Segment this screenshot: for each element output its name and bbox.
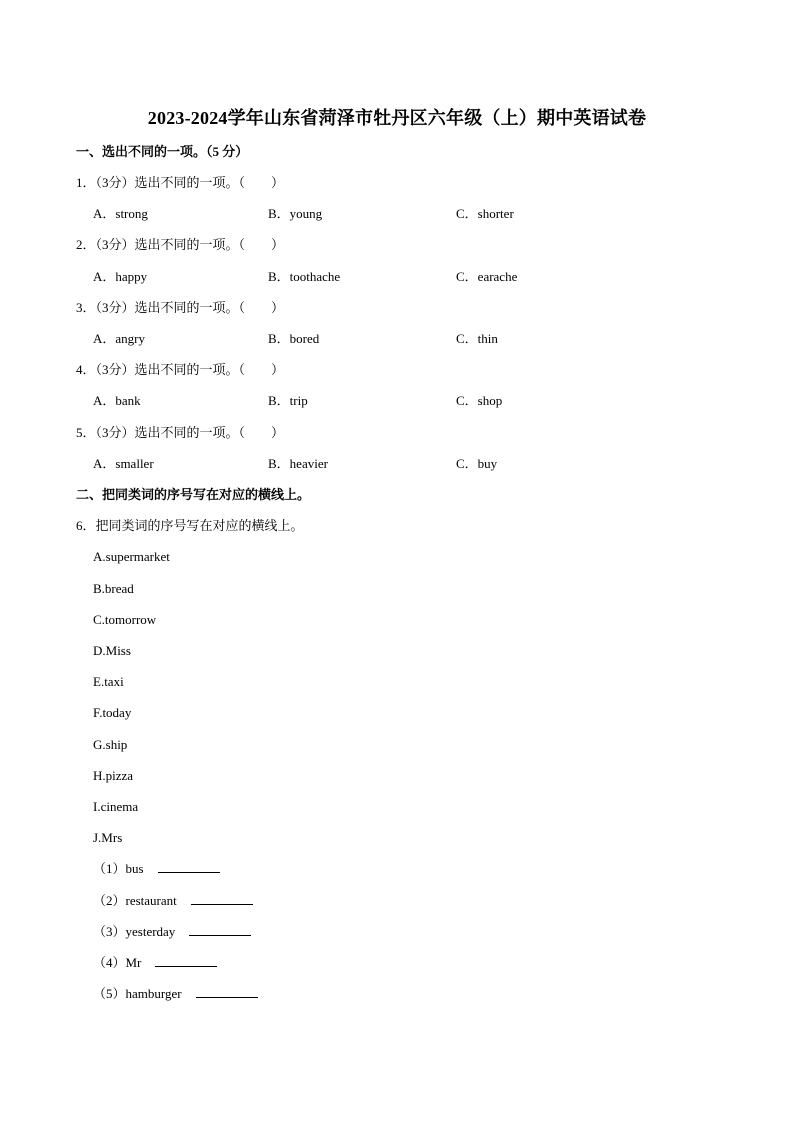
word-item: I.cinema	[93, 799, 139, 814]
question-1-option-a: A．strong	[93, 206, 148, 221]
question-3-option-a: A．angry	[93, 331, 145, 346]
blank-item-5	[93, 985, 258, 1003]
question-1-stem: 1．（3分）选出不同的一项。（ ）	[76, 175, 285, 190]
blank-label: （3）yesterday	[93, 924, 176, 939]
question-5-option-b: B．heavier	[268, 456, 328, 471]
word-item: A.supermarket	[93, 549, 170, 564]
word-item: B.bread	[93, 581, 134, 596]
word-item: J.Mrs	[93, 830, 123, 845]
word-item: G.ship	[93, 737, 128, 752]
blank-label: （5）hamburger	[93, 986, 182, 1001]
answer-blank[interactable]	[158, 860, 220, 873]
question-4-stem: 4．（3分）选出不同的一项。（ ）	[76, 362, 285, 377]
question-3-stem: 3．（3分）选出不同的一项。（ ）	[76, 300, 285, 315]
answer-blank[interactable]	[196, 985, 258, 998]
answer-blank[interactable]	[191, 892, 253, 905]
blank-item-1	[93, 860, 220, 878]
question-5-option-a: A．smaller	[93, 456, 154, 471]
blank-label: （4）Mr	[93, 955, 142, 970]
question-3-option-b: B．bored	[268, 331, 320, 346]
word-item: E.taxi	[93, 674, 124, 689]
question-4-option-b: B．trip	[268, 393, 308, 408]
question-5-stem: 5．（3分）选出不同的一项。（ ）	[76, 425, 285, 440]
section-1-heading: 一、选出不同的一项。（5 分）	[76, 144, 249, 159]
question-2-option-c: C．earache	[456, 269, 518, 284]
blank-label: （2）restaurant	[93, 893, 177, 908]
question-1-option-c: C．shorter	[456, 206, 514, 221]
blank-label: （1）bus	[93, 861, 144, 876]
blank-item-2	[93, 892, 253, 910]
blank-item-4	[93, 954, 217, 972]
question-6-stem: 6．把同类词的序号写在对应的横线上。	[76, 518, 304, 533]
question-2-option-a: A．happy	[93, 269, 148, 284]
question-4-option-c: C．shop	[456, 393, 503, 408]
question-1-option-b: B．young	[268, 206, 323, 221]
word-item: C.tomorrow	[93, 612, 157, 627]
word-item: D.Miss	[93, 643, 131, 658]
answer-blank[interactable]	[155, 954, 217, 967]
word-item: F.today	[93, 705, 132, 720]
question-2-stem: 2．（3分）选出不同的一项。（ ）	[76, 237, 285, 252]
page-title: 2023-2024学年山东省菏泽市牡丹区六年级（上）期中英语试卷	[147, 108, 647, 128]
question-5-option-c: C．buy	[456, 456, 498, 471]
question-4-option-a: A．bank	[93, 393, 141, 408]
blank-item-3	[93, 923, 251, 941]
question-3-option-c: C．thin	[456, 331, 498, 346]
question-2-option-b: B．toothache	[268, 269, 341, 284]
answer-blank[interactable]	[189, 923, 251, 936]
section-2-heading: 二、把同类词的序号写在对应的横线上。	[76, 487, 311, 502]
word-item: H.pizza	[93, 768, 134, 783]
